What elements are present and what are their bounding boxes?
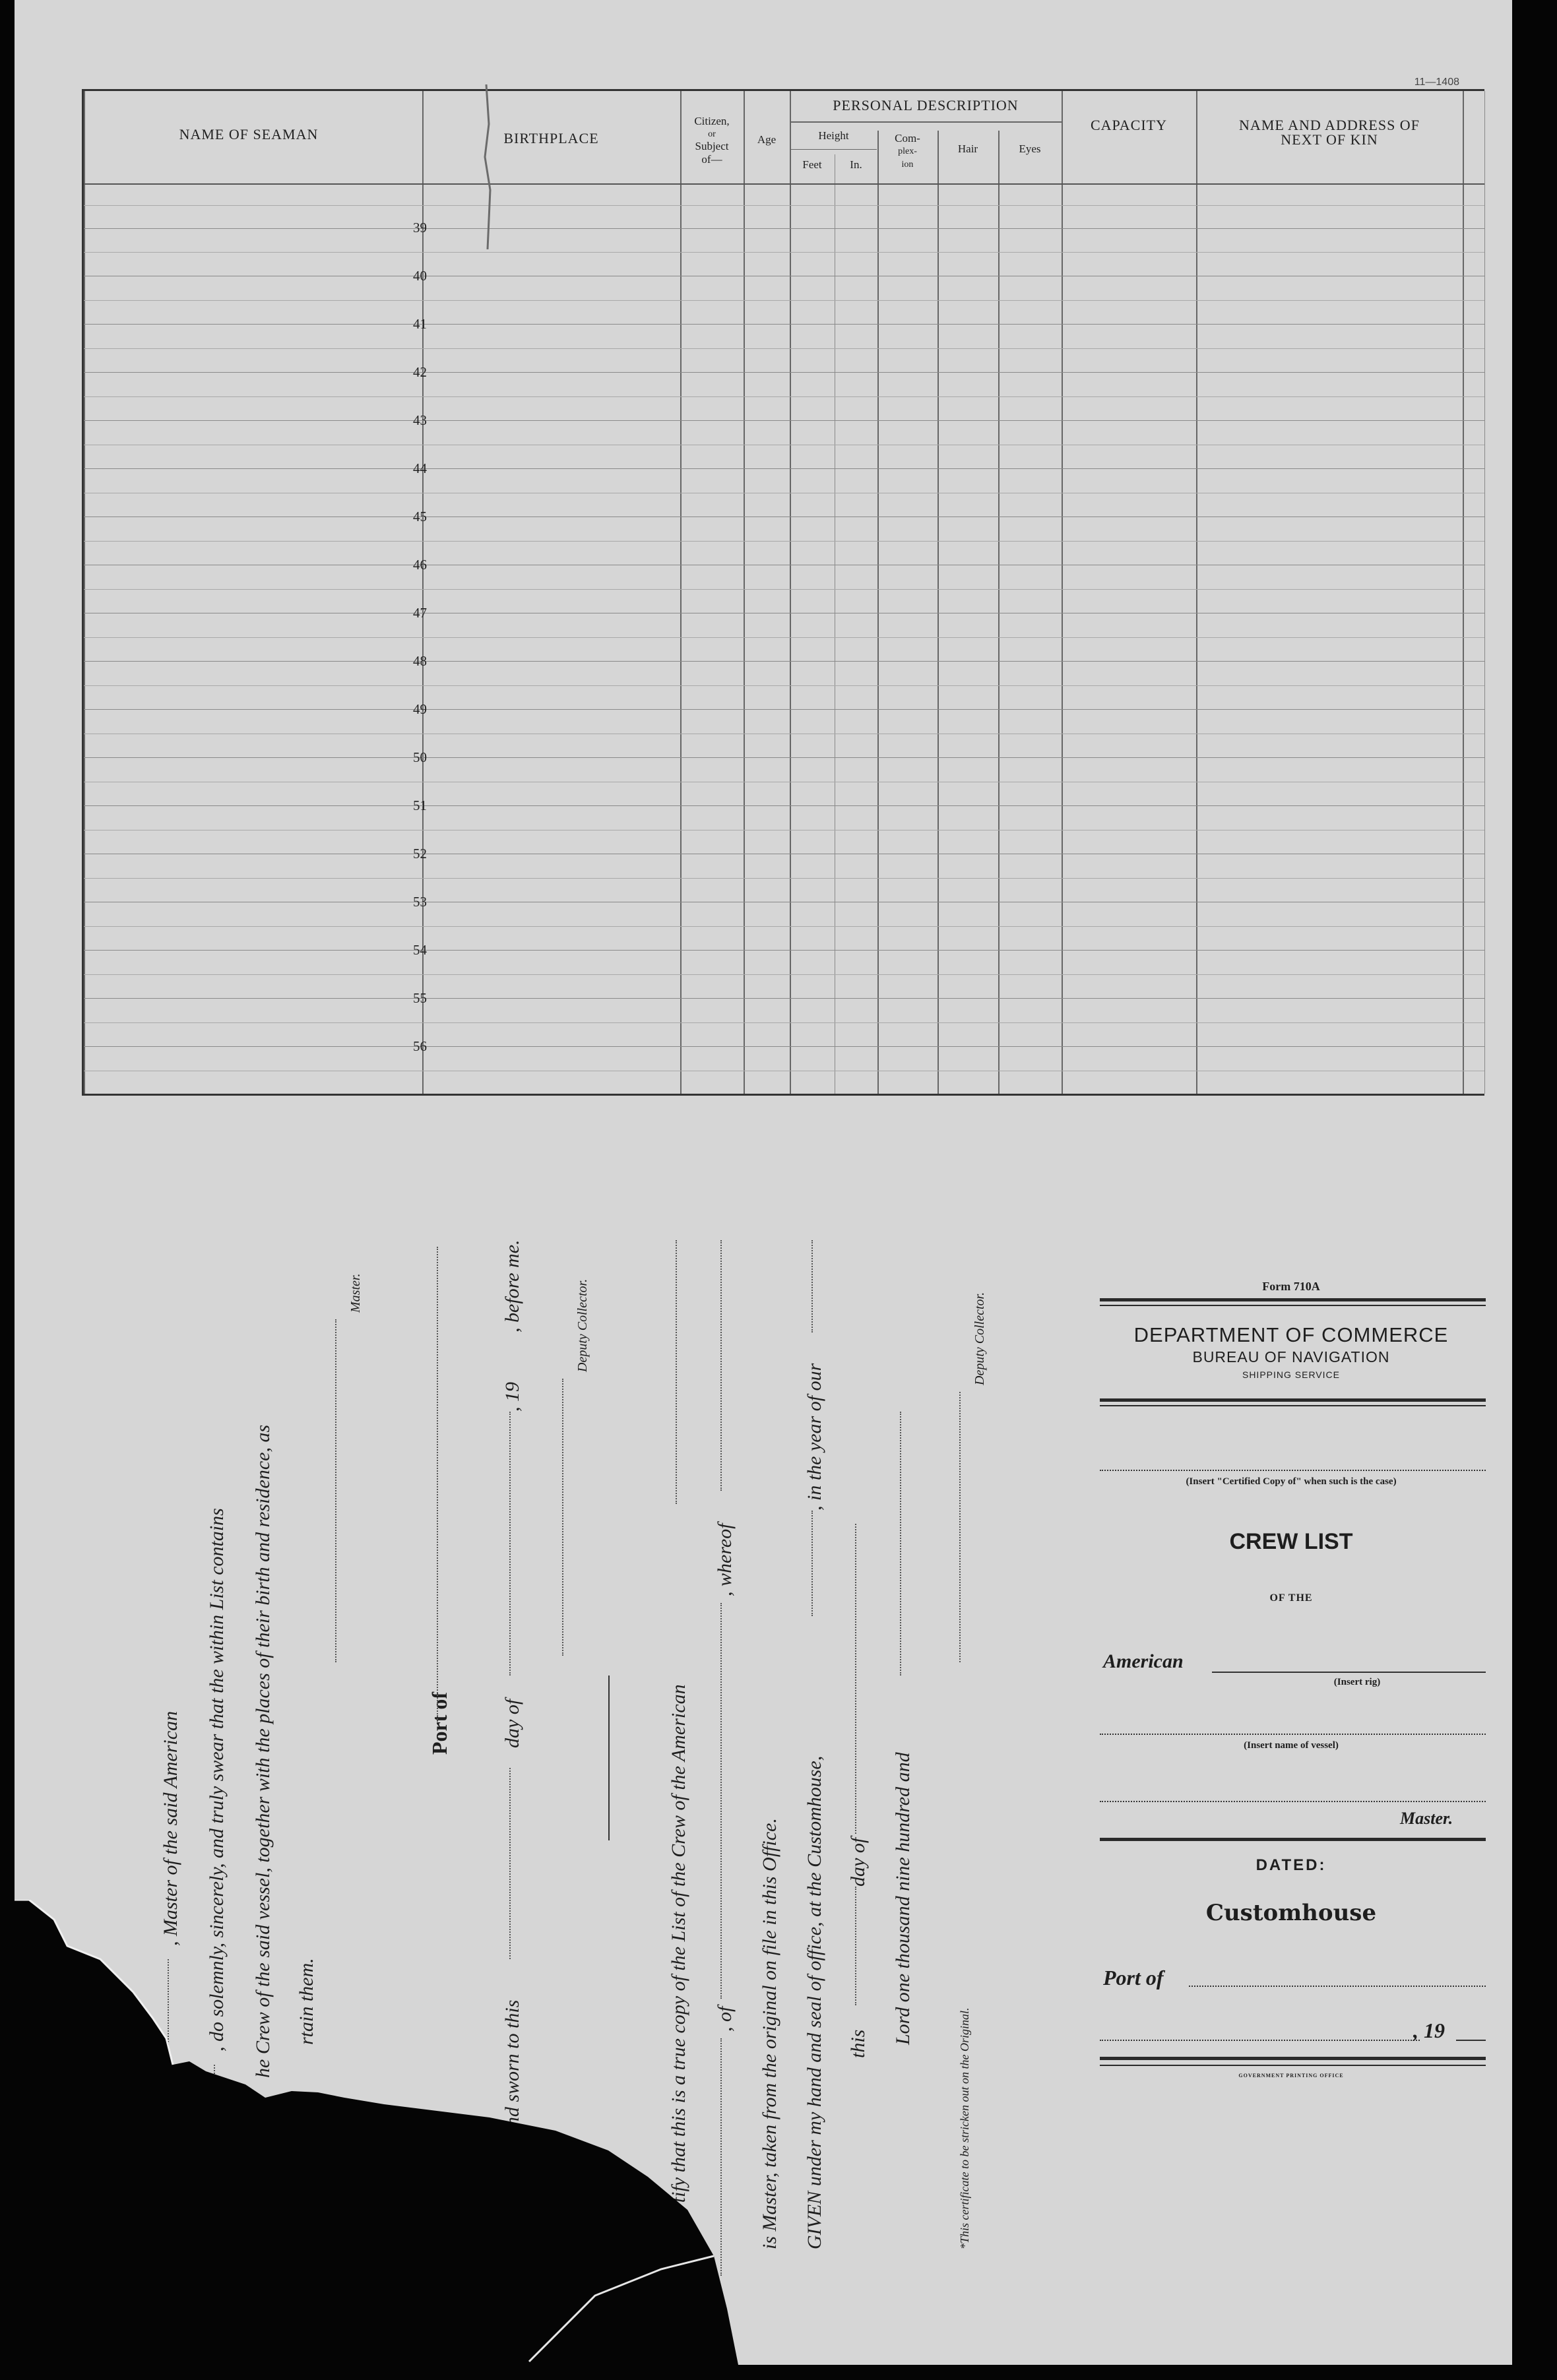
oath-line-2: , do solemnly, sincerely, and truly swear that the within List contains: [206, 1508, 228, 2051]
row-guide-rule: [84, 205, 1484, 206]
row-rule: [84, 468, 1484, 469]
row-number: 48: [413, 653, 427, 669]
header-birthplace: BIRTHPLACE: [503, 130, 599, 146]
row-guide-rule: [84, 589, 1484, 590]
cover-year-label: , 19: [1413, 2019, 1445, 2042]
header-age: Age: [757, 133, 777, 146]
row-rule: [84, 805, 1484, 806]
cover-vessel-name-line: [1100, 1734, 1486, 1735]
certificate-month-line: [855, 1524, 856, 1834]
row-rule: [84, 372, 1484, 373]
cover-master-label: Master.: [1400, 1809, 1453, 1828]
row-number: 47: [413, 605, 427, 621]
cover-rule: [1100, 2057, 1486, 2060]
cover-date-line: [1100, 2040, 1420, 2041]
row-guide-rule: [84, 252, 1484, 253]
oath-sworn-suffix: , before me.: [501, 1239, 523, 1332]
header-height: Height: [818, 129, 849, 142]
oath-sworn-prefix: bed and sworn to this: [501, 1999, 523, 2170]
cover-dated: DATED:: [1255, 1856, 1327, 1874]
section-divider: [608, 1675, 610, 1840]
certificate-vessel-line: [676, 1240, 677, 1504]
row-number: 55: [413, 990, 427, 1006]
column-divider: [1463, 91, 1464, 1094]
cover-rule: [1100, 1398, 1486, 1402]
certificate-line-1: *I certify that this is a true copy of the List of the Crew of the American: [668, 1684, 689, 2249]
oath-line-1: , Master of the said American: [160, 1710, 181, 1946]
header-feet: Feet: [802, 158, 822, 171]
paper-crease-mark: [480, 84, 499, 249]
oath-sworn-year: , 19: [501, 1382, 523, 1412]
row-number: 51: [413, 798, 427, 813]
certificate-this: this: [847, 2029, 869, 2058]
row-rule: [84, 661, 1484, 662]
row-number: 43: [413, 412, 427, 428]
header-capacity: CAPACITY: [1091, 117, 1167, 133]
oath-deputy-signature-line: [562, 1379, 563, 1656]
certificate-port-line: [811, 1511, 813, 1616]
header-rule: [790, 121, 1062, 123]
header-inches: In.: [850, 158, 862, 171]
certificate-line-6: Lord one thousand nine hundred and: [892, 1752, 914, 2045]
header-personal-description: PERSONAL DESCRIPTION: [833, 97, 1019, 113]
row-number: 41: [413, 316, 427, 332]
row-rule: [84, 324, 1484, 325]
row-number: 39: [413, 220, 427, 235]
cover-rule: [1100, 1838, 1486, 1841]
header-rule: [790, 149, 877, 150]
cover-bureau: BUREAU OF NAVIGATION: [1192, 1348, 1390, 1365]
row-rule: [84, 998, 1484, 999]
column-divider: [877, 131, 879, 1094]
certificate-day-of: day of: [847, 1837, 869, 1887]
table-right-rule: [1484, 91, 1485, 1094]
column-divider: [1196, 91, 1197, 1094]
row-guide-rule: [84, 685, 1484, 686]
oath-port-of-label: Port of: [428, 1691, 451, 1755]
row-number: 50: [413, 749, 427, 765]
cover-rule: [1100, 1405, 1486, 1406]
certificate-deputy-signature-line: [959, 1392, 961, 1662]
cover-port-line: [1189, 1986, 1486, 1987]
row-number: 54: [413, 942, 427, 958]
row-rule: [84, 228, 1484, 229]
cover-port-of-label: Port of: [1103, 1966, 1164, 1989]
row-number: 46: [413, 557, 427, 573]
cover-american-label: American: [1103, 1650, 1184, 1672]
oath-line-3: he Crew of the said vessel, together with the places of their birth and residence, as: [252, 1424, 274, 2078]
certificate-customhouse-line: [811, 1240, 813, 1332]
row-guide-rule: [84, 974, 1484, 975]
row-rule: [84, 709, 1484, 710]
column-divider: [937, 131, 939, 1094]
row-number: 42: [413, 364, 427, 380]
row-number: 49: [413, 701, 427, 717]
certificate-year-of-our: , in the year of our: [804, 1363, 825, 1511]
cover-panel: [1096, 1267, 1486, 2098]
oath-deputy-collector-label: Deputy Collector.: [575, 1278, 590, 1372]
torn-corner: [15, 1900, 806, 2365]
oath-month-line: [509, 1412, 511, 1675]
row-guide-rule: [84, 878, 1484, 879]
row-guide-rule: [84, 1022, 1484, 1023]
oath-master-signature-line: [335, 1319, 336, 1662]
cover-rule: [1100, 1298, 1486, 1301]
row-guide-rule: [84, 637, 1484, 638]
row-rule: [84, 950, 1484, 951]
column-divider: [680, 91, 682, 1094]
row-guide-rule: [84, 348, 1484, 349]
certificate-footnote: *This certificate to be stricken out on the Original.: [958, 2007, 971, 2249]
certificate-given: GIVEN under my hand and seal of office, at the Customhouse,: [804, 1755, 825, 2249]
column-divider: [744, 91, 745, 1094]
certificate-day-number-line: [855, 1887, 856, 2005]
cover-year-line: [1456, 2040, 1486, 2041]
column-divider: [790, 91, 791, 1094]
crew-list-sheet: [15, 0, 1512, 2365]
column-divider: [1062, 91, 1063, 1094]
row-number: 40: [413, 268, 427, 284]
oath-line-4: rtain them.: [296, 1958, 317, 2045]
oath-sworn-day: day of: [501, 1699, 523, 1748]
certificate-of: , of: [714, 2006, 736, 2032]
certificate-year-line: [900, 1412, 901, 1675]
cover-master-line: [1100, 1801, 1486, 1802]
certificate-master-line: [720, 1240, 722, 1491]
row-guide-rule: [84, 396, 1484, 397]
row-number: 44: [413, 460, 427, 476]
cover-insert-vessel: (Insert name of vessel): [1244, 1740, 1339, 1751]
row-rule: [84, 420, 1484, 421]
row-number: 53: [413, 894, 427, 910]
column-divider: [998, 131, 1000, 1094]
row-number: 45: [413, 509, 427, 524]
row-guide-rule: [84, 926, 1484, 927]
cover-customhouse: Customhouse: [1205, 1900, 1377, 1926]
oath-port-line: [437, 1247, 438, 1722]
crew-table: NAME OF SEAMAN BIRTHPLACE Citizen, or Subject of— Age PERSONAL DESCRIPTION Height Feet In. Com- plex- ion Hair Eyes CAPACITY NAME AND ADDRESS OF NEXT OF KIN 39 40 41 42 43 44 45 46 47 48 49 50 51 52 53 54 55 56: [82, 89, 1484, 1096]
row-guide-rule: [84, 300, 1484, 301]
certificate-line-3: is Master, taken from the original on file in this Office.: [759, 1818, 780, 2249]
row-rule: [84, 757, 1484, 758]
cover-of-the: OF THE: [1269, 1592, 1313, 1604]
cover-insert-rig: (Insert rig): [1333, 1677, 1381, 1687]
oath-master-label: Master.: [348, 1273, 363, 1313]
header-bottom-rule: [84, 183, 1484, 185]
form-number: 11—1408: [1414, 77, 1459, 88]
row-number: 52: [413, 846, 427, 861]
cover-rule: [1100, 2065, 1486, 2066]
cover-form-number: Form 710A: [1262, 1280, 1320, 1293]
cover-printer-imprint: GOVERNMENT PRINTING OFFICE: [1238, 2073, 1344, 2079]
cover-rule: [1100, 1305, 1486, 1306]
certificate-deputy-collector-label: Deputy Collector.: [972, 1292, 987, 1385]
row-rule: [84, 1046, 1484, 1047]
header-hair: Hair: [957, 142, 978, 155]
table-left-rule: [84, 91, 85, 1094]
header-name-of-seaman: NAME OF SEAMAN: [179, 126, 319, 142]
certified-copy-line: [1100, 1470, 1486, 1471]
cover-crew-list-title: CREW LIST: [1229, 1529, 1353, 1554]
row-number: 56: [413, 1038, 427, 1054]
cover-rig-line: [1212, 1672, 1486, 1673]
cover-service: SHIPPING SERVICE: [1242, 1369, 1340, 1380]
cover-department: DEPARTMENT OF COMMERCE: [1133, 1323, 1449, 1346]
row-guide-rule: [84, 541, 1484, 542]
header-eyes: Eyes: [1019, 142, 1041, 155]
certificate-whereof: , whereof: [714, 1523, 736, 1596]
cover-insert-certified: (Insert "Certified Copy of" when such is the case): [1186, 1476, 1397, 1487]
